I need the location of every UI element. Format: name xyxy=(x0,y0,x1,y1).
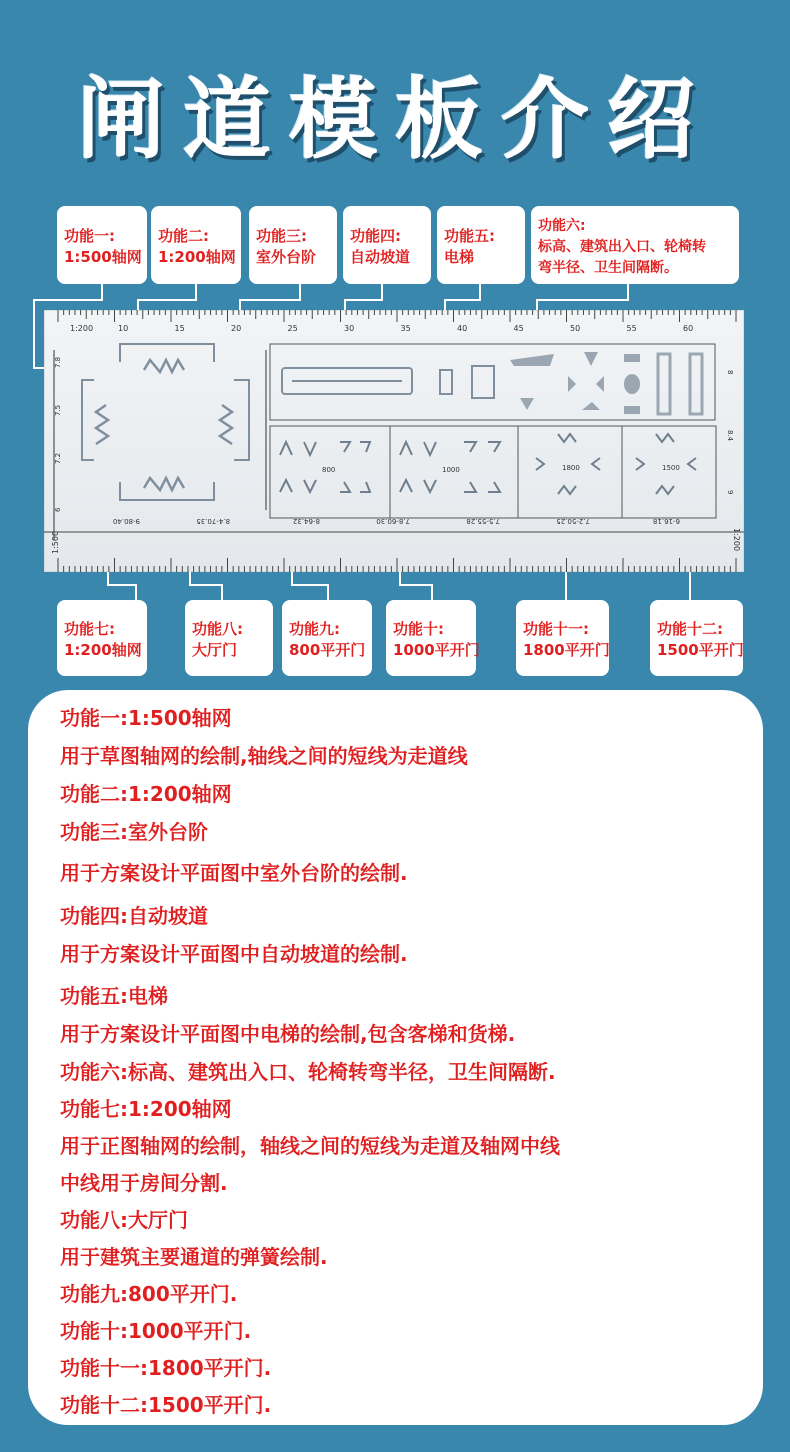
info-line: 功能十二:1500平开门. xyxy=(60,1393,272,1417)
ruler-side-label: 7.5 xyxy=(54,404,62,416)
ruler-tick-label: 50 xyxy=(570,324,581,333)
info-panel xyxy=(28,690,763,1425)
ruler-tick-label: 10 xyxy=(118,324,129,333)
ruler-bottom-label: 9-80.40 xyxy=(112,517,140,525)
info-line: 功能八:大厅门 xyxy=(60,1208,188,1232)
info-line: 功能十一:1800平开门. xyxy=(60,1356,272,1380)
label-function-1: 功能一: 1:500轴网 xyxy=(57,206,147,284)
ruler-tick-label: 25 xyxy=(287,324,298,333)
ruler-bottom-label: 6-16.18 xyxy=(652,517,680,525)
label-function-4: 功能四: 自动坡道 xyxy=(343,206,431,284)
ruler-bottom-label: 7.8-60.30 xyxy=(376,517,410,525)
template-ruler xyxy=(44,310,744,572)
ruler-plate xyxy=(44,310,744,572)
ruler-bottom-label: 8.4-70.35 xyxy=(196,517,230,525)
ruler-tick-label: 40 xyxy=(457,324,468,333)
info-line: 功能五:电梯 xyxy=(60,984,168,1008)
info-line: 功能一:1:500轴网 xyxy=(60,706,232,730)
ruler-side-label: 6 xyxy=(54,507,62,512)
info-line: 功能六:标高、建筑出入口、轮椅转弯半径，卫生间隔断. xyxy=(60,1060,556,1084)
info-line: 用于建筑主要通道的弹簧绘制. xyxy=(60,1245,328,1269)
ruler-tick-label: 60 xyxy=(683,324,694,333)
info-line: 功能二:1:200轴网 xyxy=(60,782,232,806)
ruler-side-label: 7.2 xyxy=(54,452,62,464)
ruler-side-label: 7.8 xyxy=(54,356,62,368)
label-function-10: 功能十: 1000平开门 xyxy=(386,600,476,676)
door-1000-size: 1000 xyxy=(442,466,460,474)
door-1800-size: 1800 xyxy=(562,464,580,472)
ruler-side-label: 8 xyxy=(726,370,734,375)
info-line: 功能三:室外台阶 xyxy=(60,820,208,844)
info-line: 用于方案设计平面图中电梯的绘制,包含客梯和货梯. xyxy=(60,1022,516,1046)
label-function-5: 功能五: 电梯 xyxy=(437,206,525,284)
ruler-bottom-scale-label: 1:500 xyxy=(51,530,60,554)
info-line: 功能四:自动坡道 xyxy=(60,904,208,928)
ruler-tick-label: 20 xyxy=(231,324,242,333)
label-function-7: 功能七: 1:200轴网 xyxy=(57,600,147,676)
label-function-3: 功能三: 室外台阶 xyxy=(249,206,337,284)
info-line: 用于正图轴网的绘制，轴线之间的短线为走道及轴网中线 xyxy=(60,1134,560,1158)
label-function-2: 功能二: 1:200轴网 xyxy=(151,206,241,284)
ruler-tick-label: 45 xyxy=(513,324,524,333)
ruler-bottom-label: 7.5-55.28 xyxy=(466,517,500,525)
ruler-tick-label: 30 xyxy=(344,324,355,333)
ruler-tick-label: 55 xyxy=(626,324,637,333)
label-function-12: 功能十二: 1500平开门 xyxy=(650,600,743,676)
ruler-side-label: 8.4 xyxy=(726,430,734,442)
ruler-top-scale-label: 1:200 xyxy=(70,324,94,333)
label-function-9: 功能九: 800平开门 xyxy=(282,600,372,676)
label-function-8: 功能八: 大厅门 xyxy=(185,600,273,676)
info-line: 功能十:1000平开门. xyxy=(60,1319,252,1343)
label-function-11: 功能十一: 1800平开门 xyxy=(516,600,609,676)
ruler-bottom-label: 8-64.32 xyxy=(292,517,320,525)
ruler-tick-label: 15 xyxy=(174,324,185,333)
ruler-right-scale-label: 1:200 xyxy=(732,528,741,552)
info-line: 用于方案设计平面图中室外台阶的绘制. xyxy=(60,861,408,885)
info-line: 功能九:800平开门. xyxy=(60,1282,238,1306)
info-line: 用于草图轴网的绘制,轴线之间的短线为走道线 xyxy=(60,744,468,768)
page-title: 闸道模板介绍 xyxy=(76,68,713,171)
info-line: 功能七:1:200轴网 xyxy=(60,1097,232,1121)
ruler-tick-label: 35 xyxy=(400,324,411,333)
info-line: 用于方案设计平面图中自动坡道的绘制. xyxy=(60,942,408,966)
info-line: 中线用于房间分割. xyxy=(60,1171,228,1195)
door-800-size: 800 xyxy=(322,466,336,474)
ruler-side-label: 9 xyxy=(726,490,734,495)
label-function-6: 功能六: 标高、建筑出入口、轮椅转 弯半径、卫生间隔断。 xyxy=(531,206,739,284)
door-1500-size: 1500 xyxy=(662,464,680,472)
ruler-bottom-label: 7.2-50.25 xyxy=(556,517,590,525)
